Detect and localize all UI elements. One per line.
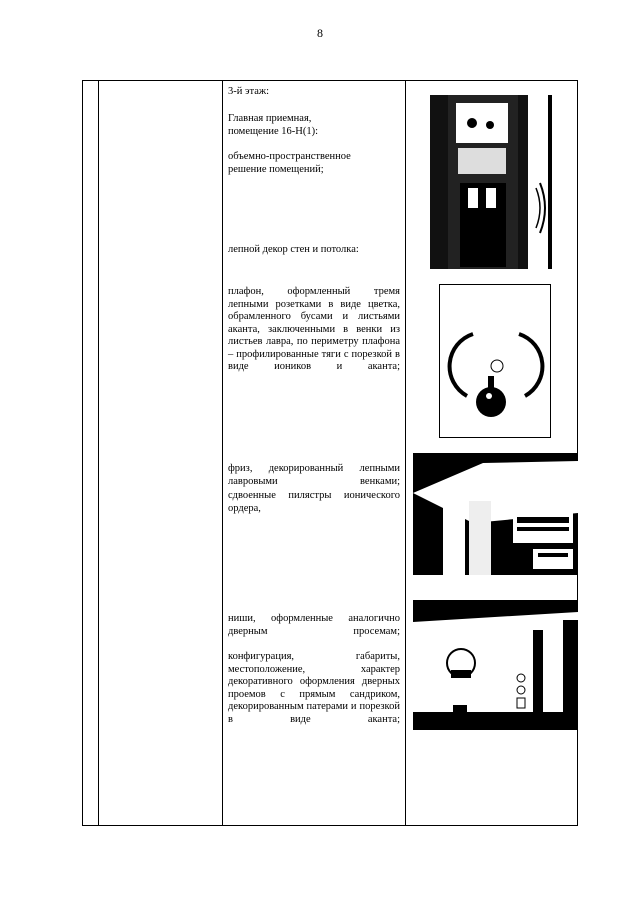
room-name-line2: помещение 16-Н(1): [228,126,318,137]
floor-label: 3-й этаж: [228,86,270,97]
spatial-solution-line2: решение помещений; [228,164,324,175]
plafond-description: плафон, оформленный тремя лепными розетками в виде цветка, обрамленного бусами и листьями аканта, заключенными в венки из листьев лавра, по периметру плафона – профилированные тяги с порезкой в виде иоников и аканта; [228,286,400,372]
stucco-decor-label: лепной декор стен и потолка: [228,244,359,255]
column-divider [405,81,406,825]
frieze-description: фриз, декорированный лепными лавровыми венками; [228,463,400,487]
interior-hall-photo [428,93,554,271]
pilasters-description: сдвоенные пилястры ионического ордера, [228,490,400,514]
spatial-solution-line1: объемно-пространственное [228,151,351,162]
frieze-pilasters-photo [413,453,578,575]
column-divider [222,81,223,825]
niches-description: ниши, оформленные аналогично дверным просемам; [228,613,400,637]
wall-niche-photo [413,600,578,730]
protection-table [82,80,578,826]
doorway-description: конфигурация, габариты, местоположение, характер декоративного оформления дверных проемов с прямым сандриком, декорированным патерами и порезкой в виде аканта; [228,651,400,725]
ceiling-chandelier-photo [439,284,551,438]
column-divider [98,81,99,825]
page-number: 8 [317,26,323,40]
room-name-line1: Главная приемная, [228,113,312,124]
